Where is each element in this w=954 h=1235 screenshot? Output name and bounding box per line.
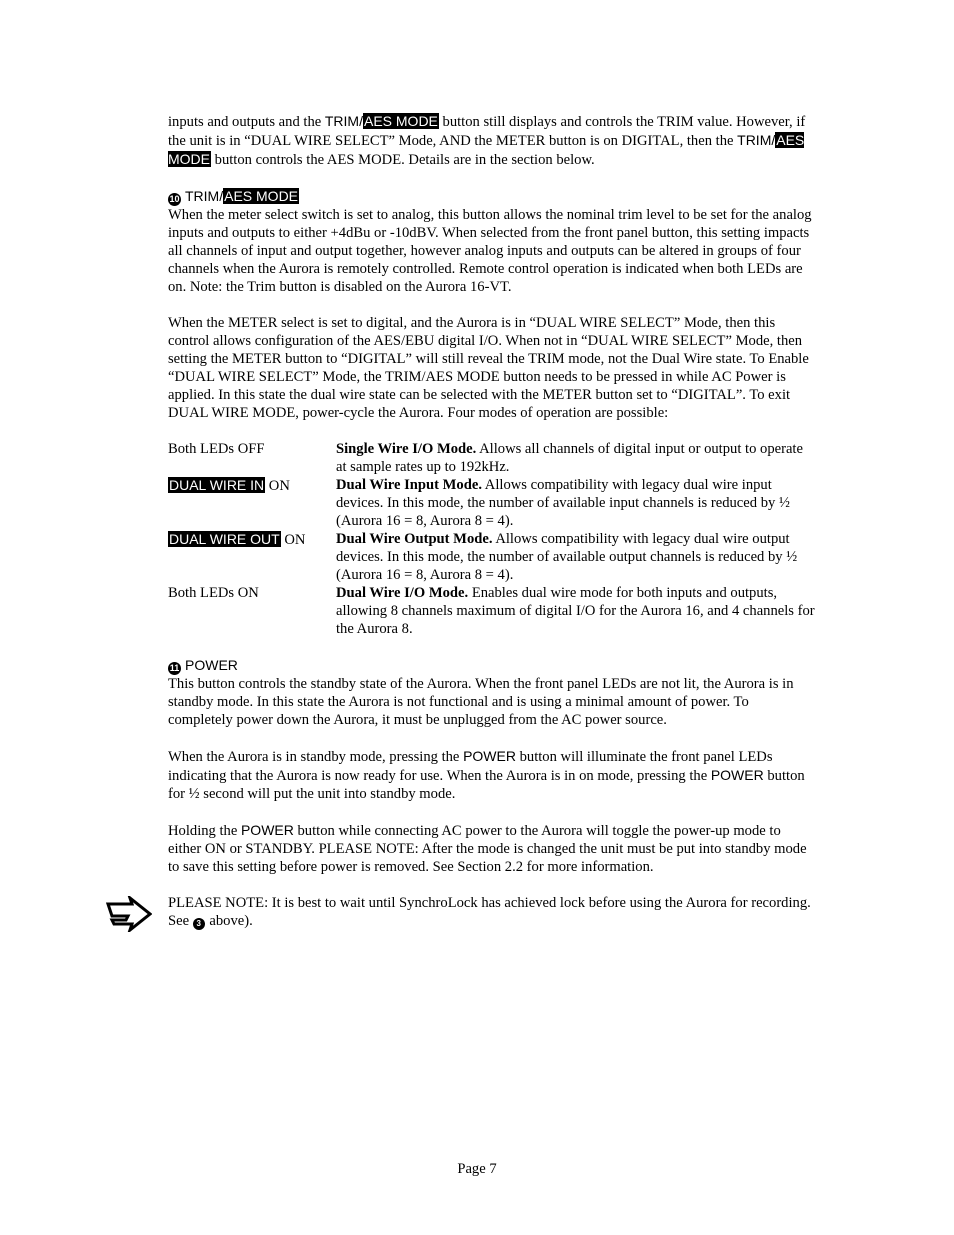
power-paragraph-1: This button controls the standby state of the Aurora. When the front panel LEDs are not lit, the Aurora is in standby mode. In this state the Aurora is not functional and is using a minimal amount of power. To completely power down the Aurora, it must be unplugged from the AC power source. (168, 676, 794, 728)
pointing-arrow-icon (106, 896, 152, 932)
mode-led-state: DUAL WIRE IN ON (169, 477, 290, 494)
mode-row (168, 584, 816, 638)
circled-number-icon: 11 (169, 663, 180, 673)
mode-description: Dual Wire Output Mode. Allows compatibility with legacy dual wire output devices. In this mode, the number of available output channels is reduced by ½ (Aurora 16 = 8, Aurora 8 = 4). (336, 531, 798, 583)
mode-led-state: Both LEDs OFF (168, 441, 265, 457)
trim-paragraph-2: When the METER select is set to digital, and the Aurora is in “DUAL WIRE SELECT” Mode, then this control allows configuration of the AES/EBU digital I/O. When not in “DUAL WIRE SELECT” Mode, then setting the METER button to “DIGITAL” will still reveal the TRIM mode, not the Dual Wire state. To Enable “DUAL WIRE SELECT” Mode, the TRIM/AES MODE button needs to be pressed in while AC Power is applied. In this state the dual wire state can be selected with the METER button set to “DIGITAL”. To exit DUAL WIRE MODE, power-cycle the Aurora. Four modes of operation are possible: (168, 315, 809, 421)
power-paragraph-2: When the Aurora is in standby mode, pressing the POWER button will illuminate the front panel LEDs indicating that the Aurora is now ready for use. When the Aurora is in on mode, pressing the POWER button for ½ second will put the unit into standby mode. (168, 748, 805, 802)
power-section-heading: 11 POWER (169, 657, 238, 673)
aes-mode-label: AES MODE (363, 113, 438, 129)
mode-row (168, 530, 816, 584)
mode-description: Dual Wire Input Mode. Allows compatibility with legacy dual wire input devices. In this mode, the number of available input channels is reduced by ½ (Aurora 16 = 8, Aurora 8 = 4). (336, 477, 790, 529)
mode-description: Single Wire I/O Mode. Allows all channels of digital input or output to operate at sample rates up to 192kHz. (336, 441, 803, 475)
page-number: Page 7 (457, 1161, 497, 1177)
mode-description: Dual Wire I/O Mode. Enables dual wire mode for both inputs and outputs, allowing 8 channels maximum of digital I/O for the Aurora 16, and 4 channels for the Aurora 8. (336, 585, 815, 637)
page-content (168, 112, 816, 948)
trim-section-heading: 10 TRIM/AES MODE (169, 188, 299, 204)
mode-led-state: Both LEDs ON (168, 585, 259, 601)
intro-paragraph: inputs and outputs and the TRIM/AES MODE button still displays and controls the TRIM value. However, if the unit is in “DUAL WIRE SELECT” Mode, AND the METER button is on DIGITAL, then the TRIM/AES MODE button controls the AES MODE. Details are in the section below. (168, 113, 806, 168)
mode-led-state: DUAL WIRE OUT ON (169, 531, 306, 548)
modes-list (168, 440, 816, 638)
trim-label: TRIM/ (324, 113, 363, 129)
aes-mode-label: AES MODE (168, 132, 805, 167)
circled-number-icon: 10 (169, 194, 180, 204)
mode-row (168, 476, 816, 530)
trim-paragraph-1: When the meter select switch is set to analog, this button allows the nominal trim level to be set for the analog inputs and outputs to either +4dBu or -10dBV. When selected from the front panel button, this setting impacts all channels of input and output together, however analog inputs and outputs can be altered in groups of four channels when the Aurora is remotely controlled. Remote control operation is indicated when both LEDs are on. Note: the Trim button is disabled on the Aurora 16-VT. (168, 207, 812, 295)
power-paragraph-3: Holding the POWER button while connecting AC power to the Aurora will toggle the power-up mode to either ON or STANDBY. PLEASE NOTE: After the mode is changed the unit must be put into standby mode to save this setting before power is removed. See Section 2.2 for more information. (168, 822, 807, 875)
mode-row (168, 440, 816, 476)
circled-number-icon: 3 (193, 918, 205, 930)
note-paragraph: PLEASE NOTE: It is best to wait until SynchroLock has achieved lock before using the Aurora for recording. See 3 above). (168, 895, 811, 929)
trim-label: TRIM/ (737, 132, 776, 148)
